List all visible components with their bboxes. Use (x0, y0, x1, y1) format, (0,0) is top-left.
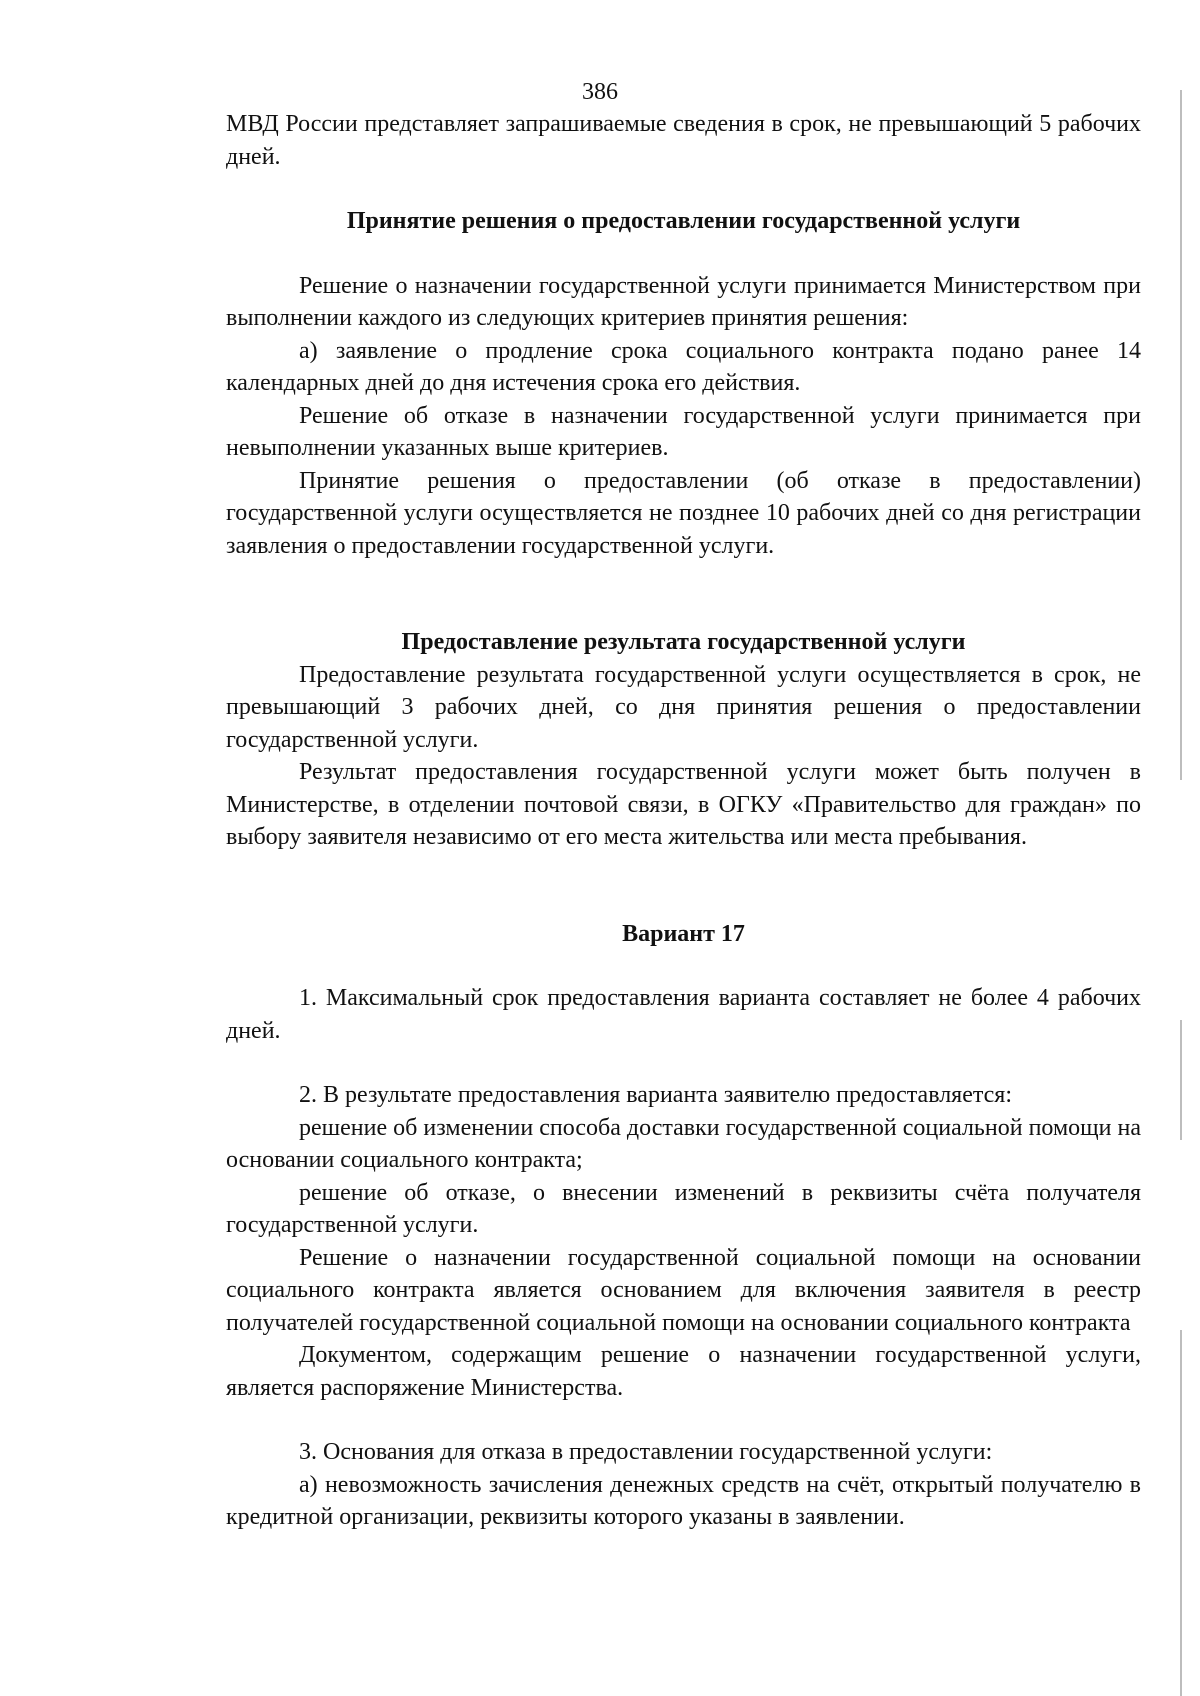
paragraph: а) заявление о продление срока социального контракта подано ранее 14 календарных дней до дня истечения срока его действия. (226, 337, 1141, 396)
paragraph: Принятие решения о предоставлении (об отказе в предоставлении) государственной услуги осуществляется не позднее 10 рабочих дней со дня регистрации заявления о предоставлении государственной услуги. (226, 467, 1141, 559)
spacer (226, 562, 1141, 626)
paragraph: Результат предоставления государственной услуги может быть получен в Министерстве, в отделении почтовой связи, в ОГКУ «Правительство для граждан» по выбору заявителя независимо от его места жительства или места пребывания. (226, 759, 1141, 850)
paragraph: Документом, содержащим решение о назначении государственной услуги, является распоряжение Министерства. (226, 1342, 1141, 1401)
paragraph: а) невозможность зачисления денежных средств на счёт, открытый получателю в кредитной организации, реквизиты которого указаны в заявлении. (226, 1471, 1141, 1530)
paragraph: 3. Основания для отказа в предоставлении государственной услуги: (299, 1439, 993, 1465)
paragraph: Решение о назначении государственной социальной помощи на основании социального контракта является основанием для включения заявителя в реестр получателей государственной социальной помощи на основании социального контракта (226, 1244, 1141, 1336)
spacer (226, 950, 1141, 982)
scan-edge-line-middle (1180, 1020, 1182, 1140)
page-number: 386 (582, 79, 618, 105)
paragraph: решение об изменении способа доставки государственной социальной помощи на основании социального контракта; (226, 1114, 1141, 1173)
spacer (226, 854, 1141, 918)
spacer (226, 173, 1141, 205)
spacer (226, 238, 1141, 270)
paragraph: 2. В результате предоставления варианта заявителю предоставляется: (299, 1082, 1013, 1108)
section-heading: Вариант 17 (622, 920, 745, 947)
scan-edge-line-top (1180, 90, 1182, 780)
paragraph: 1. Максимальный срок предоставления варианта составляет не более 4 рабочих дней. (226, 985, 1141, 1044)
document-body (226, 108, 1141, 1534)
spacer (226, 1404, 1141, 1436)
paragraph: решение об отказе, о внесении изменений в реквизиты счёта получателя государственной услуги. (226, 1179, 1141, 1238)
section-heading: Предоставление результата государственной услуги (401, 629, 966, 655)
section-heading: Принятие решения о предоставлении государственной услуги (346, 208, 1021, 234)
spacer (226, 1047, 1141, 1079)
paragraph: Предоставление результата государственной услуги осуществляется в срок, не превышающий 3 рабочих дней, со дня принятия решения о предоставлении государственной услуги. (226, 661, 1141, 753)
paragraph: Решение об отказе в назначении государственной услуги принимается при невыполнении указанных выше критериев. (226, 402, 1141, 461)
paragraph: МВД России представляет запрашиваемые сведения в срок, не превышающий 5 рабочих дней. (226, 111, 1141, 170)
scan-edge-line-bottom (1180, 1330, 1182, 1696)
paragraph: Решение о назначении государственной услуги принимается Министерством при выполнении каждого из следующих критериев принятия решения: (226, 272, 1141, 331)
